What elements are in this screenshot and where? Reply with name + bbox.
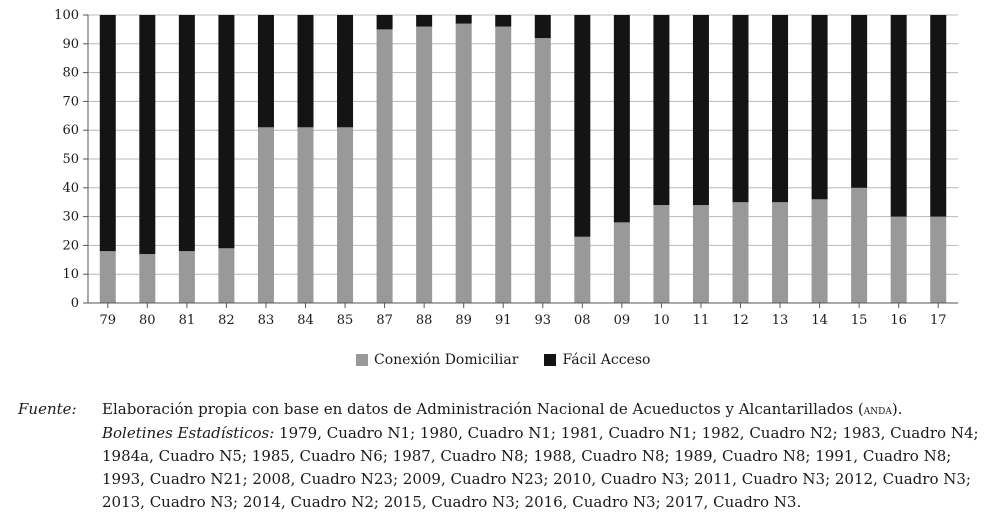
bar-facil-acceso [535,15,551,38]
bar-facil-acceso [693,15,709,205]
bar-facil-acceso [930,15,946,217]
source-line-1 [102,398,990,422]
bar-facil-acceso [891,15,907,217]
bar-facil-acceso [377,15,393,29]
bar-facil-acceso [139,15,155,254]
bar-facil-acceso [495,15,511,27]
bar-facil-acceso [337,15,353,127]
legend [356,352,676,368]
bar-conexion-domiciliar [298,127,314,303]
x-tick-label: 16 [890,313,907,328]
y-tick-label: 70 [62,94,79,110]
legend-swatch-conexion [356,354,368,366]
y-tick-label: 80 [62,65,79,81]
x-tick-labels [99,313,946,328]
source-abbr: anda [863,403,892,418]
source-refs [102,422,990,514]
bar-facil-acceso [812,15,828,199]
y-tick-label: 60 [62,123,79,139]
bar-facil-acceso [851,15,867,188]
bar-conexion-domiciliar [139,254,155,303]
bar-conexion-domiciliar [179,251,195,303]
bar-conexion-domiciliar [456,24,472,303]
bar-conexion-domiciliar [733,202,749,303]
legend-item-conexion [356,352,518,368]
bar-facil-acceso [298,15,314,127]
legend-item-facil [544,352,650,368]
bar-conexion-domiciliar [218,248,234,303]
legend-label-conexion: Conexión Domiciliar [374,352,519,368]
x-tick-label: 84 [297,313,314,328]
legend-swatch-facil [544,354,556,366]
bar-conexion-domiciliar [416,27,432,303]
x-tick-label: 89 [455,313,472,328]
x-tick-label: 91 [494,313,512,328]
x-tick-label: 87 [376,313,393,328]
bar-conexion-domiciliar [851,188,867,303]
bar-conexion-domiciliar [891,217,907,303]
bar-conexion-domiciliar [930,217,946,303]
x-tick-label: 82 [218,313,235,328]
x-tick-label: 11 [692,313,710,328]
x-tick-label: 88 [415,313,433,328]
bar-facil-acceso [456,15,472,24]
bar-conexion-domiciliar [614,222,630,303]
bar-conexion-domiciliar [693,205,709,303]
bar-facil-acceso [614,15,630,222]
x-tick-label: 93 [534,313,552,328]
y-tick-label: 20 [62,238,79,254]
bar-conexion-domiciliar [772,202,788,303]
source-boletines: Boletines Estadísticos: [102,424,275,442]
y-tick-label: 50 [62,152,79,167]
source-text-end: ). [891,400,903,418]
bar-facil-acceso [218,15,234,248]
bar-facil-acceso [574,15,590,237]
bar-facil-acceso [653,15,669,205]
y-tick-label: 30 [62,209,79,225]
bar-conexion-domiciliar [377,29,393,303]
x-tick-label: 12 [732,313,749,328]
y-tick-label: 0 [70,296,79,311]
y-tick-label: 40 [62,180,79,196]
bar-conexion-domiciliar [653,205,669,303]
y-tick-label: 90 [62,36,79,52]
x-tick-label: 15 [850,313,868,328]
source-label: Fuente: [18,400,77,418]
x-tick-label: 14 [811,313,828,328]
bar-conexion-domiciliar [495,27,511,303]
bar-facil-acceso [258,15,274,127]
x-tick-label: 13 [771,313,789,328]
bar-facil-acceso [100,15,116,251]
x-tick-label: 17 [929,313,947,328]
bar-conexion-domiciliar [337,127,353,303]
legend-label-facil: Fácil Acceso [562,352,651,368]
bar-facil-acceso [733,15,749,202]
bar-conexion-domiciliar [812,199,828,303]
x-tick-label: 80 [139,313,156,328]
x-tick-label: 09 [613,313,631,328]
bar-conexion-domiciliar [100,251,116,303]
x-tick-label: 81 [178,313,196,328]
x-tick-label: 08 [574,313,591,328]
x-tick-label: 79 [99,313,117,328]
x-tick-label: 85 [336,313,354,328]
source-text: Elaboración propia con base en datos de Administración Nacional de Acueductos y Alcantarillados ( [102,400,864,418]
y-tick-label: 10 [62,267,79,283]
bar-facil-acceso [416,15,432,27]
bar-facil-acceso [772,15,788,202]
bar-conexion-domiciliar [258,127,274,303]
source-refs-text: 1979, Cuadro N1; 1980, Cuadro N1; 1981, Cuadro N1; 1982, Cuadro N2; 1983, Cuadro N4; 1984a, Cuadro N5; 1985, Cuadro N6; 1987, Cuadro N8; 1988, Cuadro N8; 1989, Cuadro N8; 1991, Cuadro N8; 1993, Cuadro N21; 2008, Cuadro N23; 2009, Cuadro N23; 2010, Cuadro N3; 2011, Cuadro N3; 2012, Cuadro N3; 2013, Cuadro N3; 2014, Cuadro N2; 2015, Cuadro N3; 2016, Cuadro N3; 2017, Cuadro N3. [102,424,979,511]
x-tick-label: 83 [257,313,275,328]
x-tick-label: 10 [653,313,670,328]
bar-conexion-domiciliar [574,237,590,303]
y-tick-label: 100 [54,8,79,23]
source-body [102,398,990,514]
bar-facil-acceso [179,15,195,251]
bar-conexion-domiciliar [535,38,551,303]
y-tick-labels [54,8,79,311]
